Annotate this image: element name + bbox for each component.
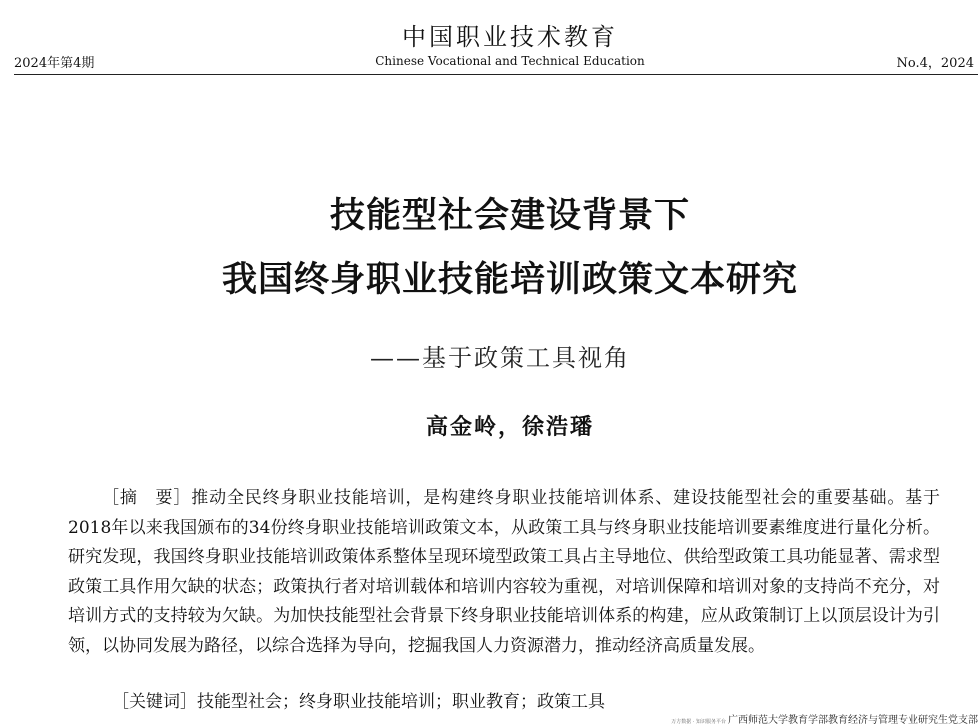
keywords-line bbox=[112, 688, 605, 716]
keywords-text: 技能型社会；终身职业技能培训；职业教育；政策工具 bbox=[197, 692, 605, 712]
article-authors: 高金岭，徐浩璠 bbox=[425, 414, 594, 440]
journal-masthead bbox=[0, 22, 978, 70]
article-subtitle: ——基于政策工具视角 bbox=[370, 344, 630, 372]
article-title-line-2: 我国终身职业技能培训政策文本研究 bbox=[221, 260, 798, 300]
keywords-label: ［关键词］ bbox=[112, 692, 197, 712]
journal-title-chinese: 中国职业技术教育 bbox=[402, 23, 618, 51]
article-title-line-1: 技能型社会建设背景下 bbox=[329, 196, 690, 236]
issue-number-right: No.4，2024 bbox=[896, 56, 974, 71]
header-divider bbox=[14, 74, 978, 75]
abstract-paragraph bbox=[68, 484, 940, 661]
issue-number-left: 2024年第4期 bbox=[14, 56, 95, 71]
watermark-source: 万方数据 · 知识服务平台 bbox=[671, 719, 726, 725]
journal-title-english: Chinese Vocational and Technical Education bbox=[375, 54, 645, 68]
abstract-text: 推动全民终身职业技能培训，是构建终身职业技能培训体系、建设技能型社会的重要基础。基于2018年以来我国颁布的34份终身职业技能培训政策文本，从政策工具与终身职业技能培训要素维度进行量化分析。研究发现，我国终身职业技能培训政策体系整体呈现环境型政策工具占主导地位、供给型政策工具功能显著、需求型政策工具作用欠缺的状态；政策执行者对培训载体和培训内容较为重视，对培训保障和培训对象的支持尚不充分，对培训方式的支持较为欠缺。为加快技能型社会背景下终身职业技能培训体系的构建，应从政策制订上以顶层设计为引领，以协同发展为路径，以综合选择为导向，挖掘我国人力资源潜力，推动经济高质量发展。 bbox=[68, 488, 941, 656]
abstract-label: ［摘 要］ bbox=[102, 488, 192, 508]
watermark-text: 广西师范大学教育学部教育经济与管理专业研究生党支部 bbox=[728, 715, 978, 726]
download-watermark bbox=[671, 711, 978, 726]
